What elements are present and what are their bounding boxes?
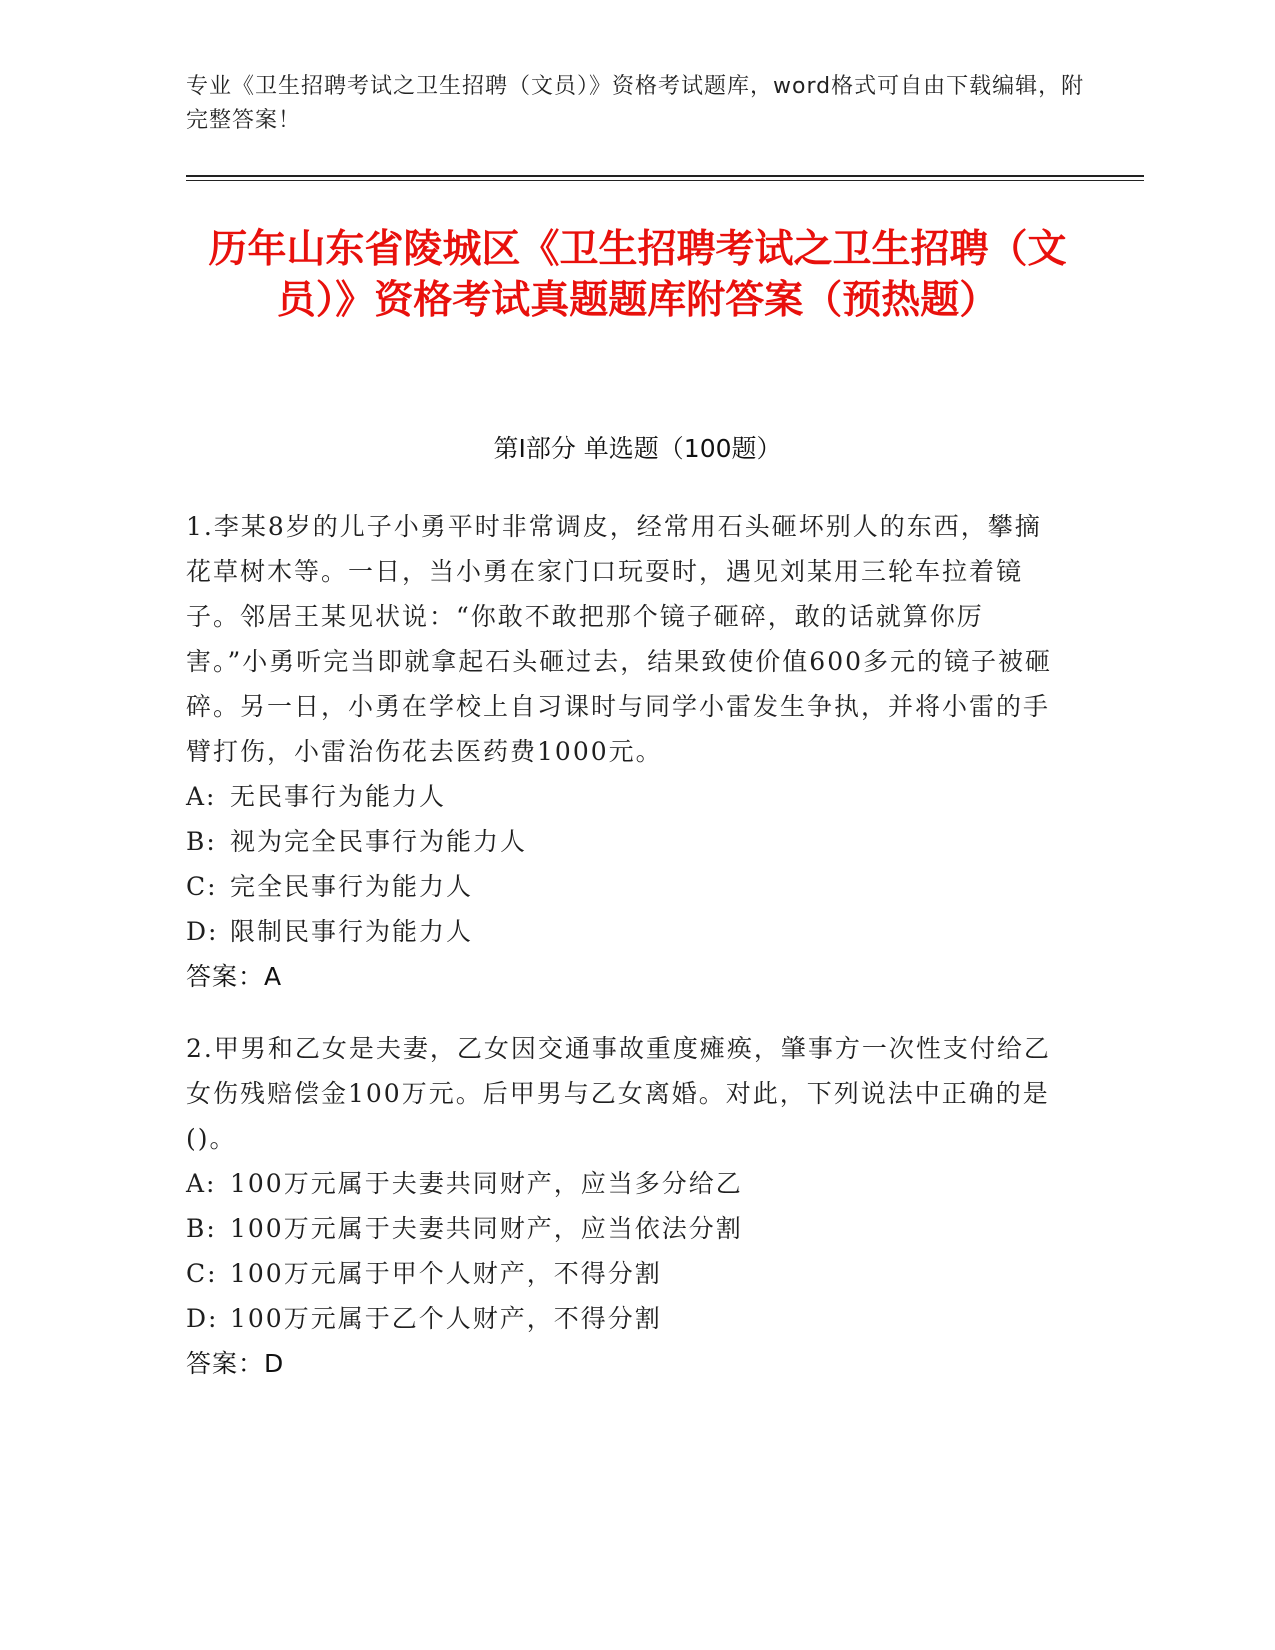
question-2 [186,1026,1066,1386]
option-key: A: [186,1169,217,1198]
option-text: 100万元属于夫妻共同财产，应当多分给乙 [230,1169,743,1198]
question-stem: 1.李某8岁的儿子小勇平时非常调皮，经常用石头砸坏别人的东西，攀摘花草树木等。一日，当小勇在家门口玩耍时，遇见刘某用三轮车拉着镜子。邻居王某见状说：“你敢不敢把那个镜子砸碎，敢的话就算你厉害。”小勇听完当即就拿起石头砸过去，结果致使价值600多元的镜子被砸碎。另一日，小勇在学校上自习课时与同学小雷发生争执，并将小雷的手臂打伤，小雷治伤花去医药费1000元。 [186,512,1053,766]
option-key: B: [186,827,217,856]
option-text: 100万元属于乙个人财产，不得分割 [230,1304,662,1333]
header-divider [186,175,1144,177]
option-b [186,819,1066,864]
document-title: 历年山东省陵城区《卫生招聘考试之卫生招聘（文员）》资格考试真题题库附答案（预热题） [208,227,1067,323]
option-a [186,774,1066,819]
option-text: 100万元属于夫妻共同财产，应当依法分割 [230,1214,743,1243]
option-text: 限制民事行为能力人 [230,917,474,946]
answer-label: 答案：D [186,1349,285,1378]
option-text: 完全民事行为能力人 [230,872,474,901]
option-c [186,864,1066,909]
question-stem: 2.甲男和乙女是夫妻，乙女因交通事故重度瘫痪，肇事方一次性支付给乙女伤残赔偿金100万元。后甲男与乙女离婚。对此，下列说法中正确的是()。 [186,1034,1051,1153]
section-title: 第Ⅰ部分 单选题（100题） [493,434,782,463]
option-key: B: [186,1214,217,1243]
option-key: D: [186,1304,219,1333]
header-divider-thin [186,180,1144,181]
option-c [186,1251,1066,1296]
option-text: 无民事行为能力人 [230,782,447,811]
option-key: D: [186,917,219,946]
option-b [186,1206,1066,1251]
header-note: 专业《卫生招聘考试之卫生招聘（文员）》资格考试题库，word格式可自由下载编辑，附完整答案！ [186,74,1085,133]
option-text: 视为完全民事行为能力人 [230,827,528,856]
option-d [186,1296,1066,1341]
option-key: A: [186,782,217,811]
option-key: C: [186,872,218,901]
answer-label: 答案：A [186,962,283,991]
option-d [186,909,1066,954]
option-key: C: [186,1259,218,1288]
question-1 [186,504,1066,999]
option-text: 100万元属于甲个人财产，不得分割 [230,1259,662,1288]
option-a [186,1161,1066,1206]
